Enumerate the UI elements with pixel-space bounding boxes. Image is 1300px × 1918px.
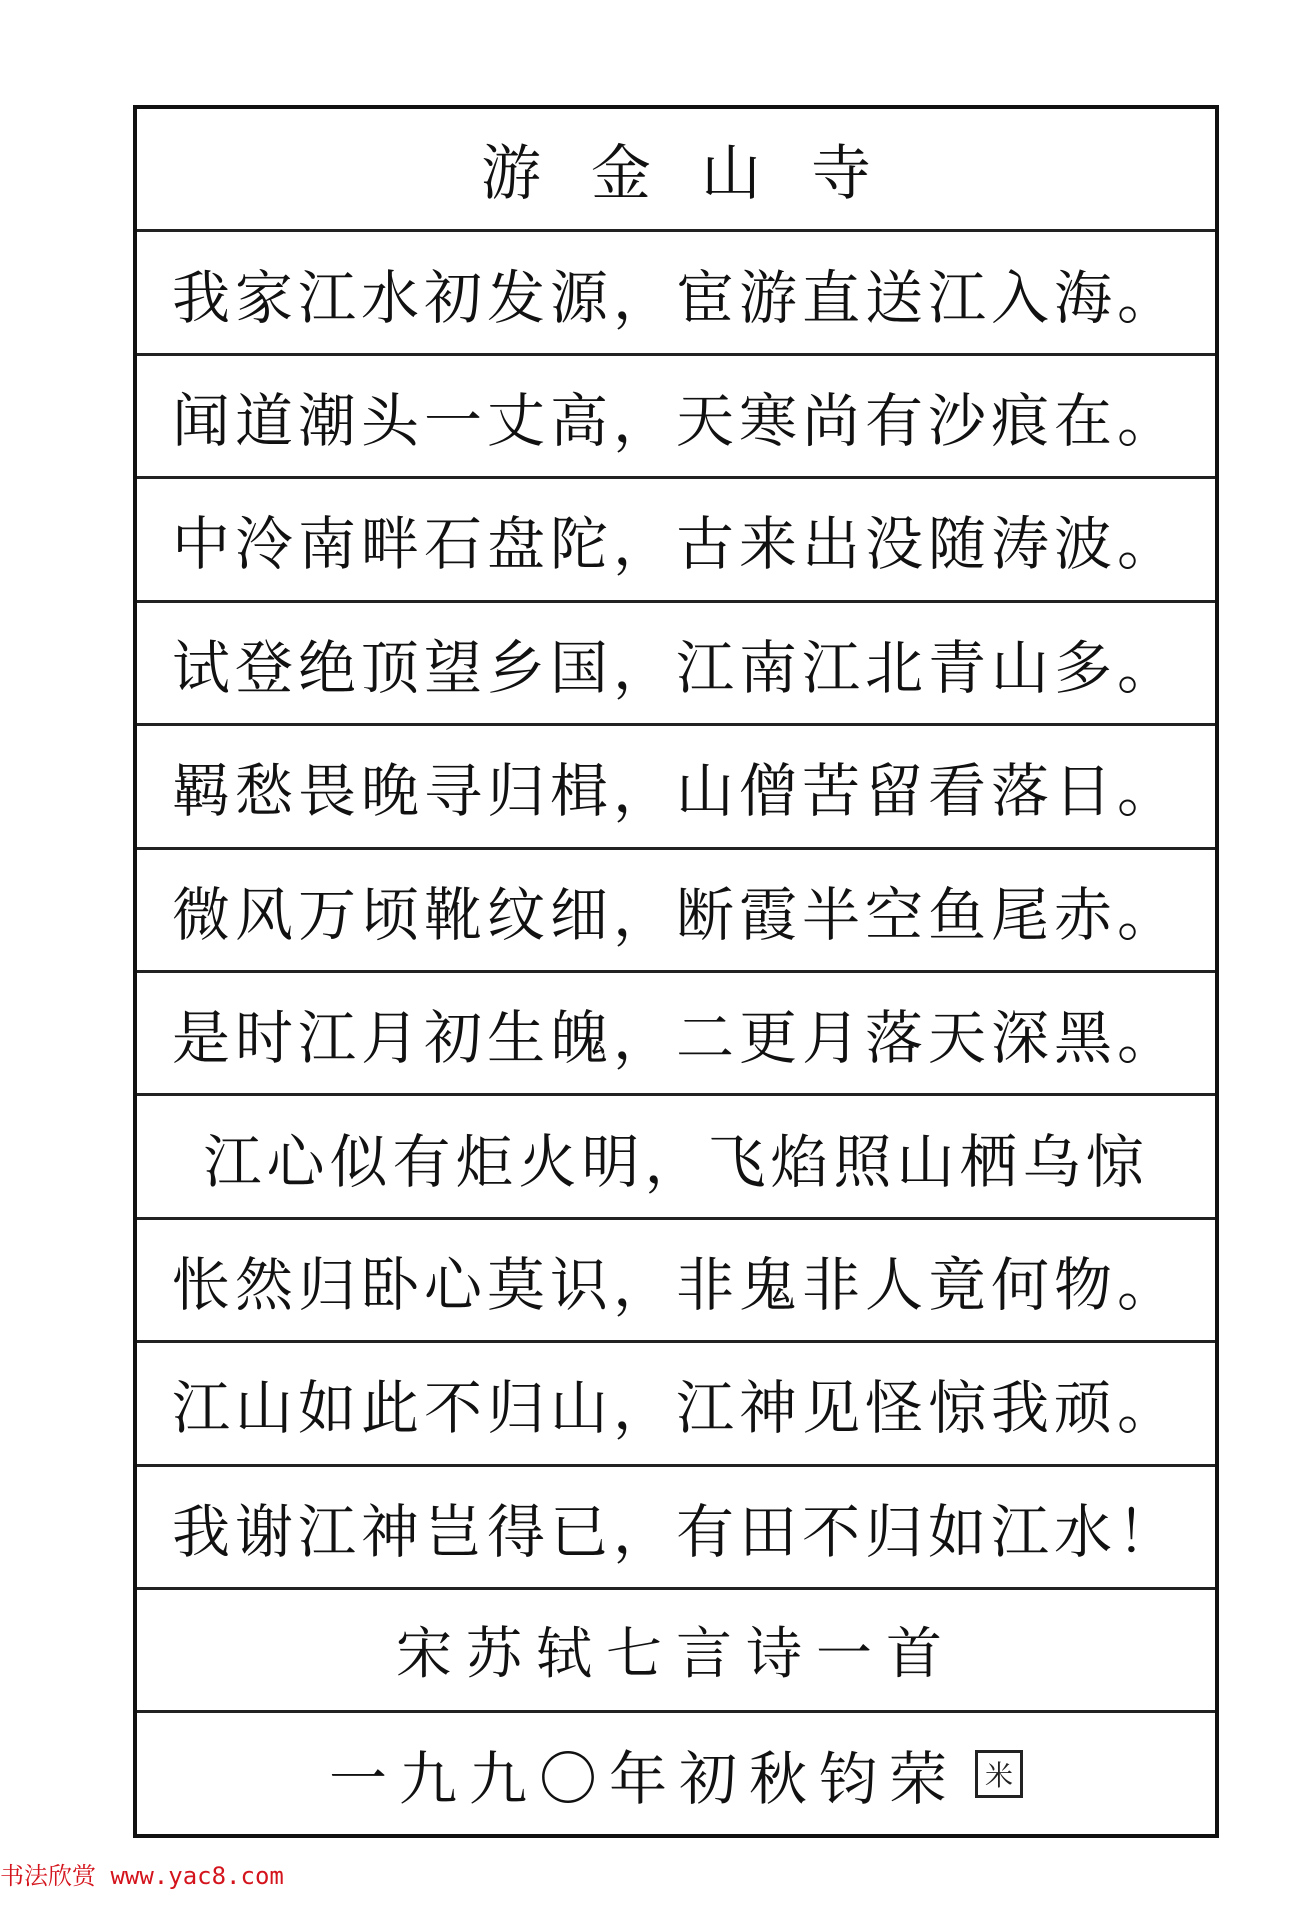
- verse-row: [137, 356, 1215, 479]
- verse-line: 我谢江神岂得已，有田不归如江水！: [171, 1497, 1180, 1566]
- date-row: [137, 1713, 1215, 1833]
- attribution-row: [137, 1590, 1215, 1713]
- site-watermark: 书法欣赏 www.yac8.com: [0, 1862, 284, 1890]
- verse-row: [137, 726, 1215, 849]
- verse-row: [137, 232, 1215, 355]
- verse-row: [137, 603, 1215, 726]
- verse-line: 微风万顷靴纹细，断霞半空鱼尾赤。: [171, 880, 1180, 949]
- attribution: 宋苏轼七言诗一首: [396, 1622, 956, 1688]
- verse-row: [137, 1220, 1215, 1343]
- verse-line: 中泠南畔石盘陀，古来出没随涛波。: [171, 510, 1180, 579]
- verse-line: 我家江水初发源，宦游直送江入海。: [171, 263, 1180, 332]
- verse-row: [137, 1343, 1215, 1466]
- verse-row: [137, 479, 1215, 602]
- calligraphy-sheet: [133, 105, 1219, 1838]
- verse-row: [137, 1096, 1215, 1219]
- verse-line: 试登绝顶望乡国，江南江北青山多。: [171, 633, 1180, 702]
- verse-line: 羁愁畏晚寻归楫，山僧苦留看落日。: [171, 757, 1180, 826]
- verse-line: 江山如此不归山，江神见怪惊我顽。: [171, 1374, 1180, 1443]
- seal-stamp: 米: [975, 1750, 1023, 1798]
- verse-row: [137, 973, 1215, 1096]
- verse-row: [137, 1467, 1215, 1590]
- date-signature: 一九九〇年初秋钧荣: [328, 1744, 959, 1813]
- verse-line: 怅然归卧心莫识，非鬼非人竟何物。: [171, 1251, 1180, 1319]
- poem-title: 游金山寺: [481, 139, 921, 210]
- verse-line: 江心似有炬火明，飞焰照山栖乌惊: [203, 1127, 1149, 1196]
- verse-line: 是时江月初生魄，二更月落天深黑。: [171, 1004, 1180, 1073]
- verse-line: 闻道潮头一丈高，天寒尚有沙痕在。: [171, 387, 1180, 456]
- title-row: [137, 109, 1215, 232]
- verse-row: [137, 850, 1215, 973]
